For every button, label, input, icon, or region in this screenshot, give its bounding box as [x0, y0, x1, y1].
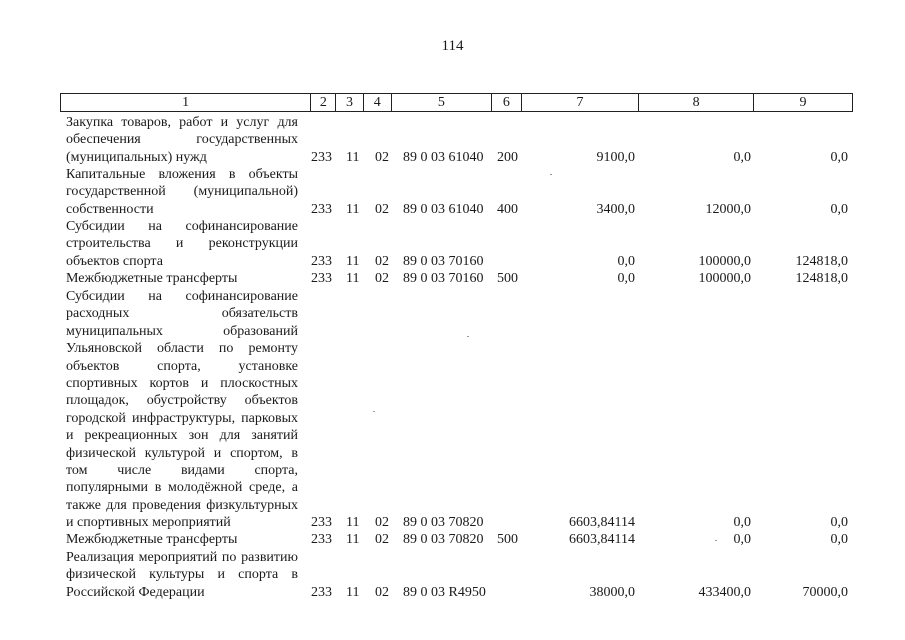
row-target-article: 89 0 03 70820 [403, 532, 484, 547]
row-target-article: 89 0 03 70160 [403, 254, 484, 269]
row-ved: 233 [311, 202, 332, 217]
row-sum-col8: 100000,0 [698, 271, 751, 286]
column-header-table [60, 93, 853, 112]
row-subsection: 02 [375, 585, 389, 600]
row-description: Закупка товаров, работ и услуг для обеспечения государственных (муниципальных) нужд [66, 115, 298, 165]
row-sum-col7: 38000,0 [589, 585, 635, 600]
row-section: 11 [346, 515, 360, 530]
row-ved: 233 [311, 585, 332, 600]
scan-speck [467, 336, 469, 337]
header-col-8: 8 [639, 94, 754, 112]
row-subsection: 02 [375, 532, 389, 547]
row-target-article: 89 0 03 61040 [403, 150, 484, 165]
row-sum-col9: 0,0 [830, 532, 848, 547]
row-sum-col7: 0,0 [617, 271, 635, 286]
row-sum-col7: 6603,84114 [569, 532, 635, 547]
header-col-7: 7 [522, 94, 639, 112]
row-expense-type: 500 [497, 271, 518, 286]
row-expense-type: 500 [497, 532, 518, 547]
scan-speck [550, 174, 552, 175]
header-col-3: 3 [336, 94, 363, 112]
row-sum-col9: 124818,0 [795, 271, 848, 286]
row-expense-type: 200 [497, 150, 518, 165]
row-sum-col8: 100000,0 [698, 254, 751, 269]
row-sum-col9: 0,0 [830, 202, 848, 217]
row-ved: 233 [311, 532, 332, 547]
row-subsection: 02 [375, 254, 389, 269]
row-sum-col9: 70000,0 [802, 585, 848, 600]
header-col-4: 4 [363, 94, 391, 112]
row-section: 11 [346, 271, 360, 286]
header-col-1: 1 [61, 94, 311, 112]
row-sum-col8: 0,0 [733, 150, 751, 165]
row-section: 11 [346, 202, 360, 217]
row-section: 11 [346, 585, 360, 600]
header-col-6: 6 [491, 94, 521, 112]
scan-speck [373, 411, 375, 412]
row-target-article: 89 0 03 R4950 [403, 585, 486, 600]
header-col-9: 9 [754, 94, 853, 112]
header-col-5: 5 [391, 94, 491, 112]
row-description: Межбюджетные трансферты [66, 532, 238, 547]
row-subsection: 02 [375, 515, 389, 530]
row-description: Реализация мероприятий по развитию физической культуры и спорта в Российской Федерации [66, 550, 298, 600]
row-sum-col7: 6603,84114 [569, 515, 635, 530]
row-sum-col8: 0,0 [733, 515, 751, 530]
scan-speck [715, 540, 717, 541]
row-ved: 233 [311, 254, 332, 269]
row-subsection: 02 [375, 202, 389, 217]
row-sum-col7: 9100,0 [596, 150, 635, 165]
row-sum-col7: 3400,0 [596, 202, 635, 217]
row-target-article: 89 0 03 70820 [403, 515, 484, 530]
row-sum-col8: 12000,0 [705, 202, 751, 217]
row-description: Субсидии на софинансирование строительства и реконструкции объектов спорта [66, 219, 298, 269]
row-target-article: 89 0 03 61040 [403, 202, 484, 217]
row-sum-col7: 0,0 [617, 254, 635, 269]
row-sum-col9: 0,0 [830, 150, 848, 165]
row-description: Капитальные вложения в объекты государственной (муниципальной) собственности [66, 167, 298, 217]
row-section: 11 [346, 532, 360, 547]
row-ved: 233 [311, 515, 332, 530]
row-sum-col8: 433400,0 [698, 585, 751, 600]
page-number: 114 [441, 38, 464, 54]
row-sum-col8: 0,0 [733, 532, 751, 547]
header-col-2: 2 [311, 94, 336, 112]
row-subsection: 02 [375, 271, 389, 286]
row-subsection: 02 [375, 150, 389, 165]
row-section: 11 [346, 254, 360, 269]
row-description: Межбюджетные трансферты [66, 271, 238, 286]
row-ved: 233 [311, 271, 332, 286]
row-description: Субсидии на софинансирование расходных обязательств муниципальных образований Ульяновской области по ремонту объектов спорта, установке спортивных кортов и плоскостных площадок, обустройству объектов городской инфраструктуры, парковых и рекреационных зон для занятий физической культурой и спортом, в том числе видами спорта, популярными в молодёжной среде, а также для проведения физкультурных и спортивных мероприятий [66, 289, 298, 531]
row-target-article: 89 0 03 70160 [403, 271, 484, 286]
row-ved: 233 [311, 150, 332, 165]
row-expense-type: 400 [497, 202, 518, 217]
row-sum-col9: 0,0 [830, 515, 848, 530]
row-section: 11 [346, 150, 360, 165]
row-sum-col9: 124818,0 [795, 254, 848, 269]
